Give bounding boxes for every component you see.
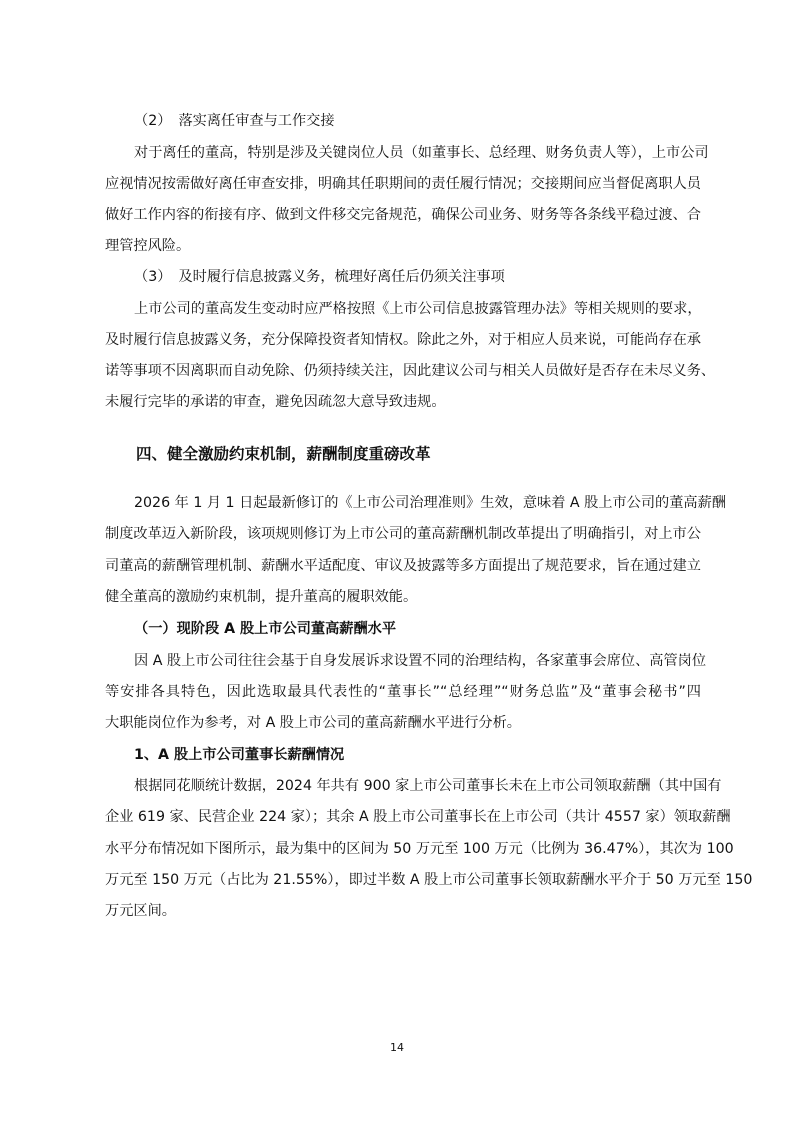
subsection-title: （一）现阶段 A 股上市公司董高薪酬水平 xyxy=(134,621,397,637)
paragraph-line: 未履行完毕的承诺的审查，避免因疏忽大意导致违规。 xyxy=(105,394,446,410)
paragraph-line: 对于离任的董高，特别是涉及关键岗位人员（如董事长、总经理、财务负责人等），上市公司 xyxy=(134,145,709,161)
paragraph-line: 司董高的薪酬管理机制、薪酬水平适配度、审议及披露等多方面提出了规范要求，旨在通过建立 xyxy=(105,558,701,574)
paragraph-line: 诺等事项不因离职而自动免除、仍须持续关注，因此建议公司与相关人员做好是否存在未尽义务、 xyxy=(105,363,716,379)
paragraph-line: 万元至 150 万元（占比为 21.55%），即过半数 A 股上市公司董事长领取薪酬水平介于 50 万元至 150 xyxy=(105,872,753,888)
paragraph-line: 健全董高的激励约束机制，提升董高的履职效能。 xyxy=(105,589,418,605)
page-number: 14 xyxy=(390,1041,404,1054)
paragraph-line: 大职能岗位作为参考，对 A 股上市公司的董高薪酬水平进行分析。 xyxy=(105,715,521,731)
paragraph-line: 水平分布情况如下图所示，最为集中的区间为 50 万元至 100 万元（比例为 36.47%），其次为 100 xyxy=(105,841,734,857)
paragraph-line: 做好工作内容的衔接有序、做到文件移交完备规范，确保公司业务、财务等各条线平稳过渡、合 xyxy=(105,207,701,223)
item-title: 1、A 股上市公司董事长薪酬情况 xyxy=(134,747,345,763)
heading-3: （3） 及时履行信息披露义务，梳理好离任后仍须关注事项 xyxy=(134,269,505,285)
paragraph-line: 制度改革迈入新阶段，该项规则修订为上市公司的董高薪酬机制改革提出了明确指引，对上市公 xyxy=(105,526,701,542)
paragraph-line: 2026 年 1 月 1 日起最新修订的《上市公司治理准则》生效，意味着 A 股上市公司的董高薪酬 xyxy=(134,495,726,511)
paragraph-line: 企业 619 家、民营企业 224 家）；其余 A 股上市公司董事长在上市公司（共计 4557 家）领取薪酬 xyxy=(105,809,731,825)
paragraph-line: 万元区间。 xyxy=(105,903,176,919)
paragraph-line: 上市公司的董高发生变动时应严格按照《上市公司信息披露管理办法》等相关规则的要求， xyxy=(134,301,702,317)
paragraph-line: 等安排各具特色，因此选取最具代表性的“董事长”“总经理”“财务总监”及“董事会秘书”四 xyxy=(105,684,701,700)
section-title: 四、健全激励约束机制，薪酬制度重磅改革 xyxy=(136,445,431,463)
paragraph-line: 因 A 股上市公司往往会基于自身发展诉求设置不同的治理结构，各家董事会席位、高管岗位 xyxy=(134,653,707,669)
paragraph-line: 及时履行信息披露义务，充分保障投资者知情权。除此之外，对于相应人员来说，可能尚存在承 xyxy=(105,332,701,348)
paragraph-line: 理管控风险。 xyxy=(105,238,191,254)
paragraph-line: 应视情况按需做好离任审查安排，明确其任职期间的责任履行情况；交接期间应当督促离职人员 xyxy=(105,176,701,192)
paragraph-line: 根据同花顺统计数据，2024 年共有 900 家上市公司董事长未在上市公司领取薪酬（其中国有 xyxy=(134,778,722,794)
heading-2: （2） 落实离任审查与工作交接 xyxy=(134,113,335,129)
